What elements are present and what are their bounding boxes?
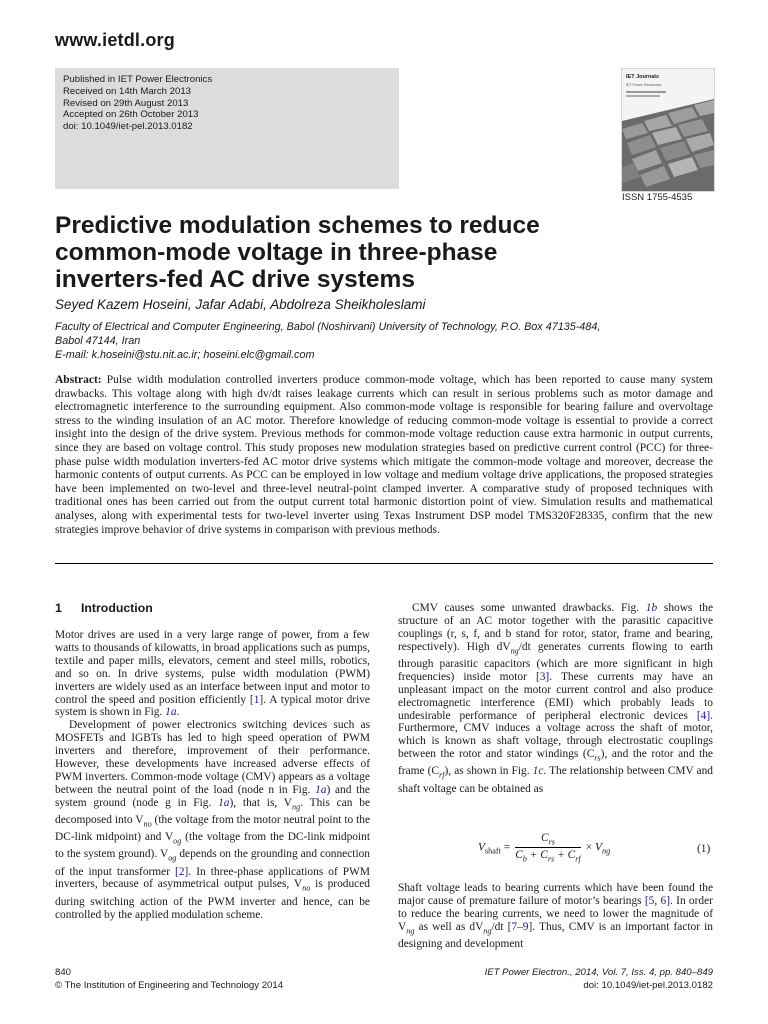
issn: ISSN 1755-4535 xyxy=(622,192,693,203)
copyright: © The Institution of Engineering and Technology 2014 xyxy=(55,980,284,991)
site-url[interactable]: www.ietdl.org xyxy=(55,30,175,50)
section-title: Introduction xyxy=(81,601,153,615)
abstract-label: Abstract: xyxy=(55,374,102,386)
equation-number: (1) xyxy=(697,843,711,855)
citation-link[interactable]: [2] xyxy=(175,865,189,878)
equation-1: $V_{shaft}$ = $\frac{C_{rs}}{C_b + C_{rs} + C_{rf}}$ × $V_{ng}$ xyxy=(478,832,611,864)
publication-info-box xyxy=(55,68,399,189)
doi: doi: 10.1049/iet-pel.2013.0182 xyxy=(63,121,193,133)
figure-link[interactable]: 1a xyxy=(165,706,177,719)
right-column-top xyxy=(398,602,713,796)
citation-link[interactable]: [3] xyxy=(535,670,550,683)
cover-journal: IET Power Electronics xyxy=(626,83,662,87)
citation-link[interactable]: [7–9] xyxy=(507,920,533,933)
right-column-bottom xyxy=(398,882,713,951)
cover-brand: IET Journals xyxy=(626,74,660,80)
journal-cover-image xyxy=(621,68,715,192)
revised-date: Revised on 29th August 2013 xyxy=(63,97,189,109)
published-in: Published in IET Power Electronics xyxy=(63,74,213,85)
journal-reference: IET Power Electron., 2014, Vol. 7, Iss. 4, pp. 840–849 xyxy=(484,967,713,978)
left-column xyxy=(55,629,370,921)
title-line: inverters-fed AC drive systems xyxy=(55,266,415,293)
citation-link[interactable]: [5, 6] xyxy=(644,894,671,907)
abstract-text: Pulse width modulation controlled inverters produce common-mode voltage, which has been reported to cause many system drawbacks. This voltage along with high dv/dt raises leakage currents which can result in serious problems such as motor damage and electromagnetic interference to the surrounding equipment. Also common-mode voltage is responsible for bearing failure and overvoltage stress to the winding insulation of an AC motor. Therefore knowledge of reducing common-mode voltage is essential to provide a correct insight into the design of the drive system. Previous methods for common-mode voltage reduction cause extra harmonic in output currents, since they are based on voltage control. This study proposes new modulation strategies based on predictive current control (PCC) for three-phase pulse width modulation inverters-fed AC motor drive systems which mitigate the common-mode voltage and moreover, decrease the harmonic contents of output currents. As PCC can be employed in low voltage and medium voltage drive applications, the proposed strategies have been implemented on two-level and three-level neutral-point clamped inverter. A comparative study of proposed techniques with traditional ones has been carried out from the output current total harmonic distortion point of view. Simulation results and mathematical analyses, along with experimental tests for two-level inverter using Texas Instrument DSP model TMS320F28335, confirm that the new strategies improve behavior of drive systems in comparison with previous methods. xyxy=(55,374,713,536)
abstract xyxy=(55,374,713,537)
section-number: 1 xyxy=(55,601,62,615)
affiliation-line-1: Faculty of Electrical and Computer Engineering, Babol (Noshirvani) University of Technology, P.O. Box 47135-484, xyxy=(55,321,601,333)
paragraph: Development of power electronics switching devices such as MOSFETs and IGBTs has led to high speed operation of PWM inverters and therefore, improvement of their performance. However, these developments have increased adverse effects of PWM inverters. Common-mode voltage (CMV) appears as a voltage between the neutral point of the load (node n in Fig. 1a) and the system ground (node g in Fig. 1a), that is, $V_{ng}$. This can be decomposed into $V_{no}$ (the voltage from the motor neutral point to the DC-link midpoint) and $V_{og}$ (the voltage from the DC-link midpoint to the system ground). $V_{og}$ depends on the grounding and connection of the input transformer [2]. In three-phase applications of PWM inverters, because of asymmetrical output pulses, $V_{no}$ is produced during switching action of the PWM inverter and hence, can be controlled by the applied modulation scheme. xyxy=(55,719,371,921)
accepted-date: Accepted on 26th October 2013 xyxy=(63,109,199,121)
author-email[interactable]: E-mail: k.hoseini@stu.nit.ac.ir; hoseini.elc@gmail.com xyxy=(55,349,315,361)
figure-link[interactable]: 1a xyxy=(315,783,327,796)
authors: Seyed Kazem Hoseini, Jafar Adabi, Abdolreza Sheikholeslami xyxy=(55,297,426,312)
footer-doi: doi: 10.1049/iet-pel.2013.0182 xyxy=(583,980,713,991)
figure-link[interactable]: 1b xyxy=(645,602,658,614)
affiliation-line-2: Babol 47144, Iran xyxy=(55,335,141,347)
title-line: Predictive modulation schemes to reduce xyxy=(55,212,540,239)
title-line: common-mode voltage in three-phase xyxy=(55,239,498,266)
cover-art-icon xyxy=(622,69,714,191)
paper-title xyxy=(55,212,695,293)
page-number: 840 xyxy=(55,967,72,978)
paragraph: Shaft voltage leads to bearing currents which have been found the major cause of premature failure of motor’s bearings [5, 6]. In order to reduce the bearing currents, we need to lower the magnitude of $V_{ng}$ as well as $dV_{ng}/dt$ [7–9]. Thus, CMV is an important factor in designing and development xyxy=(398,882,713,950)
paragraph: Motor drives are used in a very large range of power, from a few watts to thousands of kilowatts, in broad applications such as pumps, textile and paper mills, elevators, cement and steel mills, robotics, and so on. In drive systems, pulse width modulation (PWM) inverters are widely used as an interface between input and motor to control the speed and position efficiently [1]. A typical motor drive system is shown in Fig. 1a. xyxy=(55,629,370,719)
section-heading xyxy=(55,601,153,615)
affiliation xyxy=(55,320,715,362)
citation-link[interactable]: [4] xyxy=(696,709,711,722)
received-date: Received on 14th March 2013 xyxy=(63,85,191,97)
equation-fraction: $\frac{C_{rs}}{C_b + C_{rs} + C_{rf}}$ xyxy=(515,832,581,864)
figure-link[interactable]: 1c xyxy=(532,765,544,778)
divider-rule xyxy=(55,563,713,564)
paragraph: CMV causes some unwanted drawbacks. Fig. 1b shows the structure of an AC motor together with the parasitic capacitive couplings (r, s, f, and b stand for rotor, stator, frame and bearing, respectively). High $dV_{ng}/dt$ generates currents flowing to earth through parasitic capacitors (which are more significant in high frequencies) inside motor [3]. These currents may have an unpleasant impact on the motor current control and also produce electromagnetic interference (EMI) which probably leads to undesirable performance of peripheral electronic devices [4]. Furthermore, CMV induces a voltage across the shaft of motor, which is known as shaft voltage, through electrostatic couplings between the rotor and stator windings $(C_{rs})$, and the rotor and the frame $(C_{rf})$, as shown in Fig. 1c. The relationship between CMV and shaft voltage can be obtained as xyxy=(398,602,714,795)
citation-link[interactable]: [1] xyxy=(249,693,264,706)
figure-link[interactable]: 1a xyxy=(218,796,230,809)
